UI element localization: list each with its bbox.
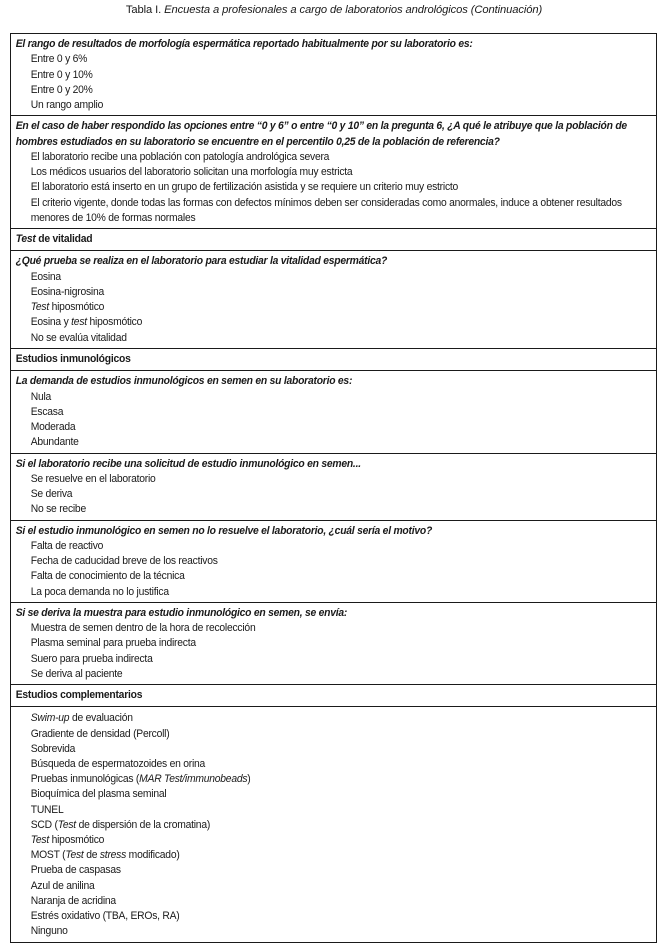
question-block-percentile-attribution <box>11 115 656 228</box>
option: Eosina y test hiposmótico <box>30 316 143 329</box>
option: Falta de reactivo <box>30 539 104 552</box>
option: Moderada <box>30 421 76 434</box>
option: Entre 0 y 20% <box>30 83 93 96</box>
question-block-immunology-request <box>11 453 656 520</box>
option: El laboratorio está inserto en un grupo de fertilización asistida y se requiere un criterio muy estricto <box>30 181 459 194</box>
question-text: Si el laboratorio recibe una solicitud de estudio inmunológico en semen... <box>15 457 361 470</box>
option: Estrés oxidativo (TBA, EROs, RA) <box>30 910 180 922</box>
survey-table <box>10 33 657 943</box>
question-text: El rango de resultados de morfología espermática reportado habitualmente por su laboratorio es: <box>15 38 473 50</box>
question-block-morphology-range <box>11 34 656 115</box>
question-text: Si el estudio inmunológico en semen no lo resuelve el laboratorio, ¿cuál sería el motivo? <box>15 524 433 537</box>
option: Muestra de semen dentro de la hora de recolección <box>30 622 256 635</box>
question-block-immunology-referral <box>11 602 656 684</box>
option: No se evalúa vitalidad <box>30 331 127 344</box>
option: Ninguno <box>30 925 68 938</box>
question-text: ¿Qué prueba se realiza en el laboratorio para estudiar la vitalidad espermática? <box>15 255 388 268</box>
option: Entre 0 y 6% <box>30 53 88 66</box>
option: Se deriva al paciente <box>30 667 123 680</box>
section-header-complementary <box>11 684 656 706</box>
caption-prefix: Tabla I. <box>125 4 165 16</box>
section-header-immunology <box>11 348 656 370</box>
section-title-italic: Test <box>15 233 36 246</box>
option: Pruebas inmunológicas (MAR Test/immunobeads) <box>30 773 251 786</box>
option: TUNEL <box>30 803 64 816</box>
option: Suero para prueba indirecta <box>30 652 153 665</box>
option: Plasma seminal para prueba indirecta <box>30 637 196 650</box>
section-title-rest: de vitalidad <box>35 233 93 246</box>
option: Naranja de acridina <box>30 894 116 907</box>
table-caption <box>0 4 668 16</box>
section-title: Estudios complementarios <box>15 688 143 701</box>
complementary-studies-list <box>11 706 656 942</box>
option: Abundante <box>30 436 79 449</box>
option: Se deriva <box>30 488 73 501</box>
option: Swim-up de evaluación <box>30 712 133 725</box>
option: Sobrevida <box>30 742 76 755</box>
option: Escasa <box>30 405 64 418</box>
option: Un rango amplio <box>30 99 104 112</box>
option: Bioquímica del plasma seminal <box>30 788 167 801</box>
section-header-vitality <box>11 228 656 250</box>
option: Fecha de caducidad breve de los reactivos <box>30 555 218 568</box>
option: Eosina-nigrosina <box>30 286 105 299</box>
question-text: La demanda de estudios inmunológicos en semen en su laboratorio es: <box>15 375 353 388</box>
option: Entre 0 y 10% <box>30 68 93 81</box>
section-title: Estudios inmunológicos <box>15 352 131 365</box>
option: Nula <box>30 390 52 403</box>
option: El criterio vigente, donde todas las formas con defectos mínimos deben ser consideradas como anormales, induce a obtener resultados menores de 10% de formas normales <box>30 196 622 224</box>
option: Búsqueda de espermatozoides en orina <box>30 757 206 770</box>
option: Se resuelve en el laboratorio <box>30 472 156 485</box>
option: La poca demanda no lo justifica <box>30 585 169 598</box>
option: No se recibe <box>30 503 86 516</box>
question-text: En el caso de haber respondido las opciones entre “0 y 6” o entre “0 y 10” en la pregunta 6, ¿A qué le atribuye que la población de hombres estudiados en su laboratorio se encuentre en el percentilo 0,25 de la población de referencia? <box>15 120 627 148</box>
option: Prueba de caspasas <box>30 864 121 877</box>
option: Azul de anilina <box>30 879 95 892</box>
option: SCD (Test de dispersión de la cromatina) <box>30 818 211 831</box>
option: Los médicos usuarios del laboratorio solicitan una morfología muy estricta <box>30 166 353 179</box>
question-text: Si se deriva la muestra para estudio inmunológico en semen, se envía: <box>15 606 348 619</box>
caption-title: Encuesta a profesionales a cargo de laboratorios andrológicos (Continuación) <box>164 4 543 16</box>
option: Test hiposmótico <box>30 301 105 314</box>
option: Falta de conocimiento de la técnica <box>30 570 185 583</box>
question-block-immunology-reason <box>11 520 656 602</box>
option: Gradiente de densidad (Percoll) <box>30 727 170 740</box>
question-block-vitality-test <box>11 250 656 347</box>
option: Eosina <box>30 270 61 283</box>
question-block-immunology-demand <box>11 370 656 452</box>
option: El laboratorio recibe una población con patología andrológica severa <box>30 151 330 164</box>
option: MOST (Test de stress modificado) <box>30 849 180 862</box>
option: Test hiposmótico <box>30 833 105 846</box>
